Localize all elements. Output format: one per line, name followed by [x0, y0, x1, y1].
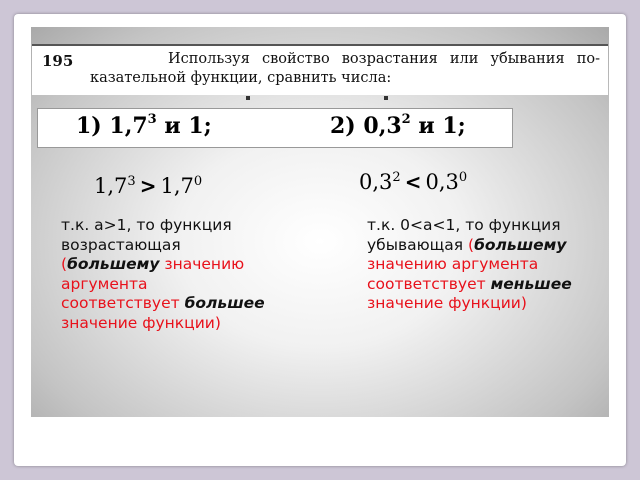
task-number: 195 [42, 52, 74, 70]
tick-mark [246, 96, 250, 100]
task-text: Используя свойство возрастания или убывания по-казательной функции, сравнить числа: [90, 51, 600, 86]
task-header [32, 44, 608, 95]
comparison-sign: > [139, 174, 157, 198]
comparison-left: $1,7^3 > 1,7^0$ [94, 174, 203, 198]
explanation-left: т.к. а>1, то функция возрастающая (большему значению аргумента соответствует большее значение функции) [61, 216, 265, 332]
example-2: 2) $0,3^2$ и 1; [330, 111, 466, 139]
explanation-right: т.к. 0<a<1, то функция убывающая (большему значению аргумента соответствует меньшее значение функции) [367, 216, 572, 312]
comparison-sign: < [404, 170, 422, 194]
comparison-right: $0,3^2 < 0,3^0$ [359, 170, 468, 194]
examples-box [37, 108, 513, 148]
tick-mark [384, 96, 388, 100]
example-1: 1) $1,7^3$ и 1; [76, 111, 212, 139]
